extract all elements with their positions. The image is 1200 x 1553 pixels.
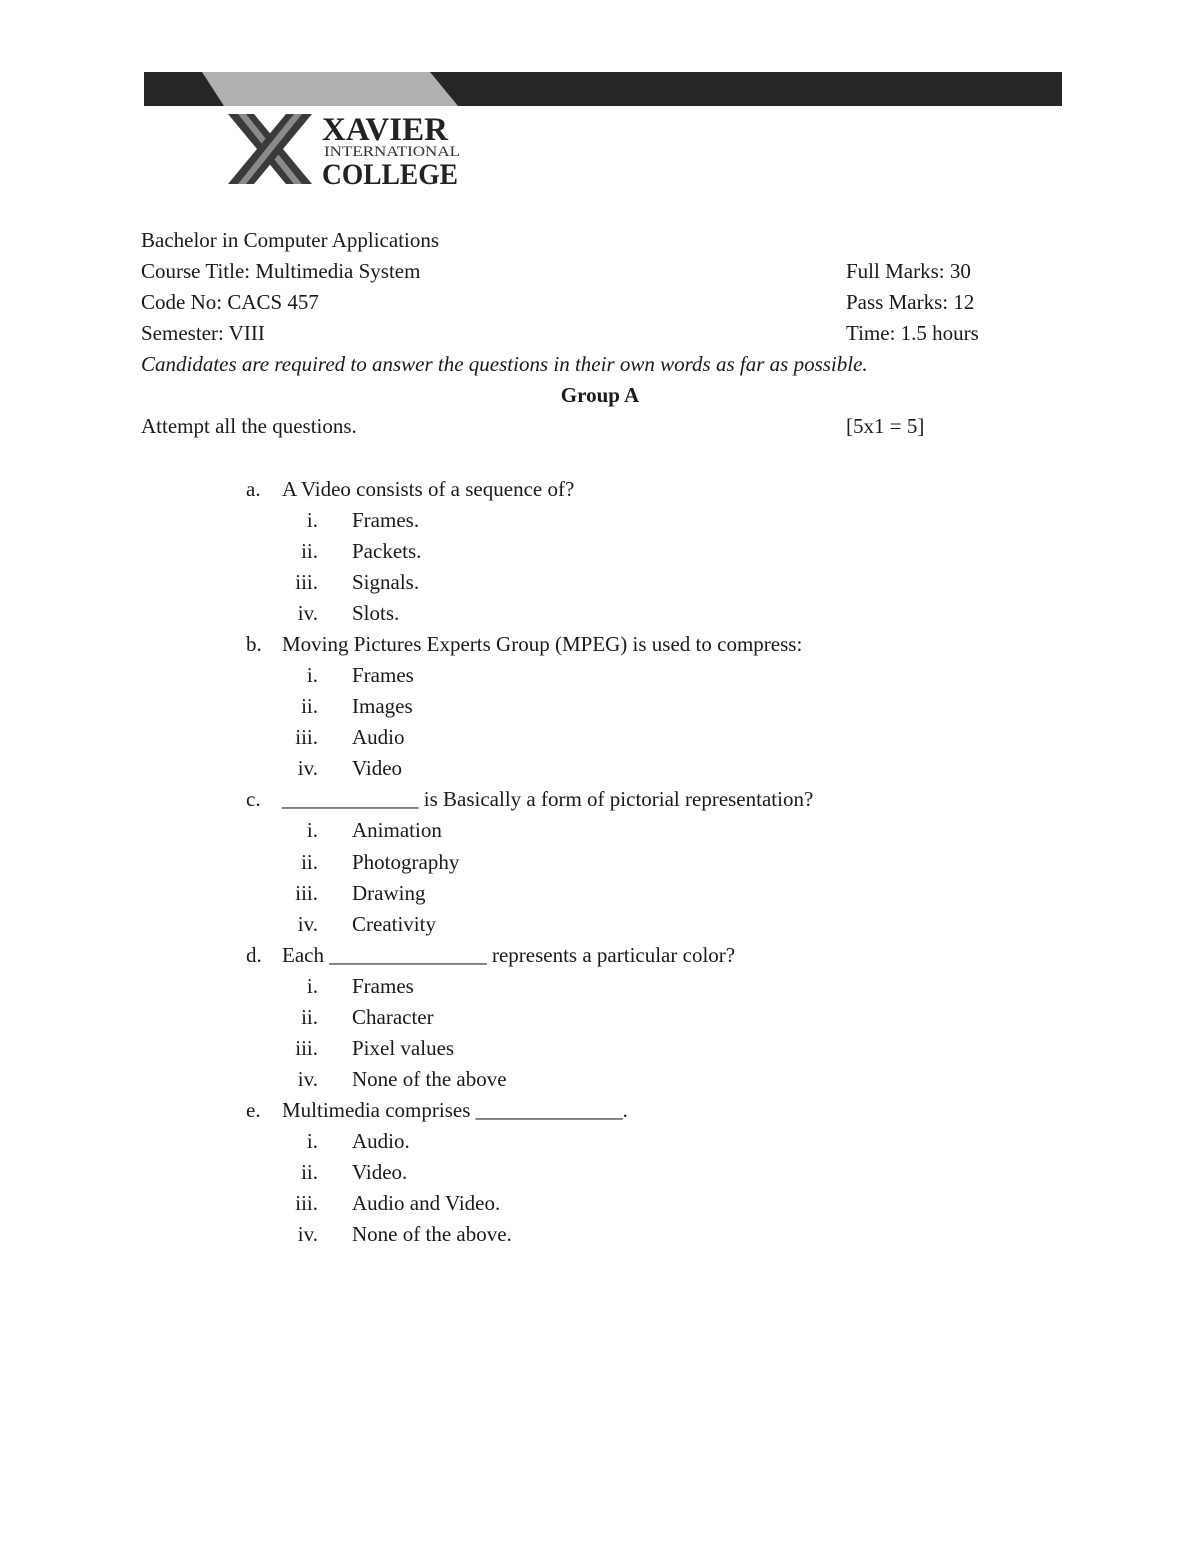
option-text: Frames: [352, 663, 414, 687]
course-title: Course Title: Multimedia System: [141, 259, 421, 283]
option-text: Packets.: [352, 539, 422, 563]
option-text: Creativity: [352, 912, 436, 936]
option-number: iii.: [295, 1191, 318, 1215]
option-number: iii.: [295, 570, 318, 594]
option-number: iv.: [297, 756, 318, 780]
full-marks: Full Marks: 30: [846, 259, 971, 283]
option-text: Character: [352, 1005, 434, 1029]
option-text: Pixel values: [352, 1036, 455, 1060]
question-text: A Video consists of a sequence of?: [282, 477, 575, 501]
option-number: i.: [306, 974, 318, 998]
svg-text:XAVIER: XAVIER: [322, 112, 448, 148]
question-text: Moving Pictures Experts Group (MPEG) is used to compress:: [282, 632, 803, 656]
svg-text:COLLEGE: COLLEGE: [322, 158, 458, 188]
option-number: iv.: [297, 1222, 318, 1246]
option-number: iv.: [297, 912, 318, 936]
option-number: i.: [306, 508, 318, 532]
college-logo: [228, 110, 464, 188]
header-band: [144, 72, 1062, 106]
group-title: Group A: [560, 383, 640, 407]
option-number: i.: [306, 1129, 318, 1153]
group-marks: [5x1 = 5]: [846, 414, 925, 438]
option-text: Images: [352, 694, 413, 718]
option-text: Drawing: [352, 881, 426, 905]
x-monogram-icon: [228, 114, 312, 184]
option-number: ii.: [301, 850, 318, 874]
svg-text:INTERNATIONAL: INTERNATIONAL: [324, 144, 460, 160]
semester: Semester: VIII: [141, 321, 265, 345]
group-instruction: Attempt all the questions.: [141, 414, 357, 438]
question-text: _____________ is Basically a form of pictorial representation?: [282, 787, 814, 811]
option-number: ii.: [301, 1160, 318, 1184]
course-code: Code No: CACS 457: [141, 290, 319, 314]
question-letter: b.: [246, 632, 262, 656]
option-text: Signals.: [352, 570, 420, 594]
pass-marks: Pass Marks: 12: [846, 290, 975, 314]
option-number: ii.: [301, 694, 318, 718]
option-text: None of the above: [352, 1067, 507, 1091]
option-number: iii.: [295, 725, 318, 749]
option-text: Audio: [352, 725, 405, 749]
option-number: iii.: [295, 1036, 318, 1060]
option-text: Frames: [352, 974, 414, 998]
option-text: Video: [352, 756, 403, 780]
option-text: Frames.: [352, 508, 420, 532]
option-number: ii.: [301, 539, 318, 563]
option-text: Video.: [352, 1160, 408, 1184]
candidate-instruction: Candidates are required to answer the questions in their own words as far as possible.: [141, 352, 868, 376]
option-number: iv.: [297, 1067, 318, 1091]
option-number: i.: [306, 663, 318, 687]
option-text: Animation: [352, 818, 442, 842]
option-text: Slots.: [352, 601, 400, 625]
option-number: ii.: [301, 1005, 318, 1029]
program-name: Bachelor in Computer Applications: [141, 228, 440, 252]
option-text: Photography: [352, 850, 460, 874]
option-number: i.: [306, 818, 318, 842]
question-letter: d.: [246, 943, 262, 967]
question-letter: c.: [246, 787, 261, 811]
option-number: iii.: [295, 881, 318, 905]
question-letter: e.: [246, 1098, 261, 1122]
question-text: Multimedia comprises ______________.: [282, 1098, 628, 1122]
option-text: None of the above.: [352, 1222, 512, 1246]
option-number: iv.: [297, 601, 318, 625]
option-text: Audio.: [352, 1129, 410, 1153]
question-text: Each _______________ represents a particular color?: [282, 943, 736, 967]
exam-time: Time: 1.5 hours: [846, 321, 979, 345]
option-text: Audio and Video.: [352, 1191, 501, 1215]
question-letter: a.: [246, 477, 261, 501]
